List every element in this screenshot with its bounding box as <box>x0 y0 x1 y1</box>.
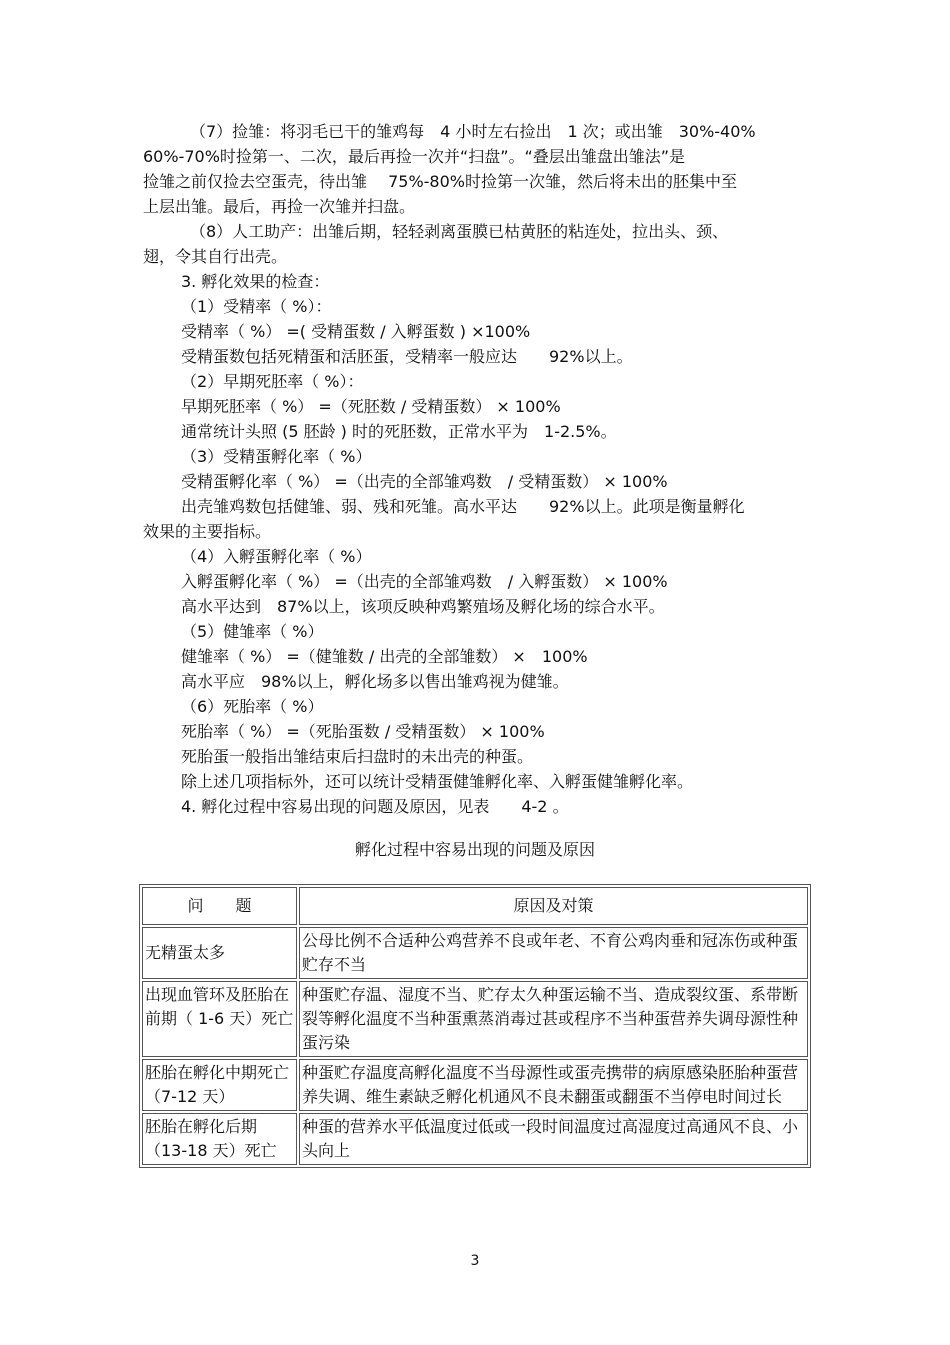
subsection-heading: （2）早期死胚率（ %）： <box>181 372 364 391</box>
text-line: 受精蛋数包括死精蛋和活胚蛋，受精率一般应达 92%以上。 <box>181 347 633 366</box>
cause-cell: 种蛋贮存温、湿度不当、贮存太久种蛋运输不当、造成裂纹蛋、系带断裂等孵化温度不当种蛋熏蒸消毒过甚或程序不当种蛋营养失调母源性种蛋污染 <box>299 981 808 1057</box>
text-line: 高水平应 98%以上，孵化场多以售出雏鸡视为健雏。 <box>181 672 569 691</box>
subsection-heading: （6）死胎率（ %） <box>181 697 324 716</box>
cause-cell: 种蛋的营养水平低温度过低或一段时间温度过高湿度过高通风不良、小头向上 <box>299 1113 808 1165</box>
text-line: 捡雏之前仅捡去空蛋壳，待出雏 75%-80%时捡第一次雏，然后将未出的胚集中至 <box>143 172 737 191</box>
text-line: 效果的主要指标。 <box>143 522 272 541</box>
subsection-heading: （5）健雏率（ %） <box>181 622 324 641</box>
column-header-cause: 原因及对策 <box>299 887 808 925</box>
formula-line: 受精率（ %） =( 受精蛋数 / 入孵蛋数 ) ×100% <box>181 322 531 341</box>
column-header-problem: 问 题 <box>142 887 297 925</box>
text-line: 除上述几项指标外，还可以统计受精蛋健雏孵化率、入孵蛋健雏孵化率。 <box>181 772 694 791</box>
problem-cell: 出现血管环及胚胎在前期（ 1-6 天）死亡 <box>142 981 297 1057</box>
section-heading: 3. 孵化效果的检查： <box>181 272 330 291</box>
subsection-heading: （1）受精率（ %）： <box>181 297 332 316</box>
page-number: 3 <box>470 1253 480 1269</box>
formula-line: 早期死胚率（ %） =（死胚数 / 受精蛋数） × 100% <box>181 397 561 416</box>
table-row <box>142 927 808 979</box>
text-line: 翅，令其自行出壳。 <box>143 247 288 266</box>
table-header-row <box>142 887 808 925</box>
formula-line: 受精蛋孵化率（ %） =（出壳的全部雏鸡数 / 受精蛋数） × 100% <box>181 472 668 491</box>
table-row <box>142 1059 808 1111</box>
text-line: 出壳雏鸡数包括健雏、弱、残和死雏。高水平达 92%以上。此项是衡量孵化 <box>181 497 745 516</box>
text-line: 死胎蛋一般指出雏结束后扫盘时的未出壳的种蛋。 <box>181 747 534 766</box>
table-row <box>142 981 808 1057</box>
text-line: 上层出雏。最后，再捡一次雏并扫盘。 <box>143 197 416 216</box>
section-heading: 4. 孵化过程中容易出现的问题及原因，见表 4-2 。 <box>181 797 569 816</box>
formula-line: 入孵蛋孵化率（ %） =（出壳的全部雏鸡数 / 入孵蛋数） × 100% <box>181 572 668 591</box>
subsection-heading: （3）受精蛋孵化率（ %） <box>181 447 372 466</box>
problem-cell: 胚胎在孵化后期（13-18 天）死亡 <box>142 1113 297 1165</box>
cause-cell: 种蛋贮存温度高孵化温度不当母源性或蛋壳携带的病原感染胚胎种蛋营养失调、维生素缺乏孵化机通风不良未翻蛋或翻蛋不当停电时间过长 <box>299 1059 808 1111</box>
table-caption: 孵化过程中容易出现的问题及原因 <box>354 840 595 859</box>
text-line: （8）人工助产：出雏后期，轻轻剥离蛋膜已枯黄胚的粘连处，拉出头、颈、 <box>190 222 729 241</box>
formula-line: 死胎率（ %） =（死胎蛋数 / 受精蛋数） × 100% <box>181 722 545 741</box>
problem-cell: 胚胎在孵化中期死亡（7-12 天） <box>142 1059 297 1111</box>
problem-cell: 无精蛋太多 <box>142 927 297 979</box>
text-line: 高水平达到 87%以上，该项反映种鸡繁殖场及孵化场的综合水平。 <box>181 597 665 616</box>
problems-table <box>139 884 811 1168</box>
formula-line: 健雏率（ %） =（健雏数 / 出壳的全部雏数） × 100% <box>181 647 588 666</box>
subsection-heading: （4）入孵蛋孵化率（ %） <box>181 547 372 566</box>
text-line: 60%-70%时捡第一、二次，最后再捡一次并“扫盘”。“叠层出雏盘出雏法”是 <box>143 147 686 166</box>
cause-cell: 公母比例不合适种公鸡营养不良或年老、不育公鸡肉垂和冠冻伤或种蛋贮存不当 <box>299 927 808 979</box>
text-line: 通常统计头照 (5 胚龄 ) 时的死胚数，正常水平为 1-2.5%。 <box>181 422 617 441</box>
text-line: （7）捡雏：将羽毛已干的雏鸡每 4 小时左右捡出 1 次；或出雏 30%-40% <box>190 122 756 141</box>
table-row <box>142 1113 808 1165</box>
